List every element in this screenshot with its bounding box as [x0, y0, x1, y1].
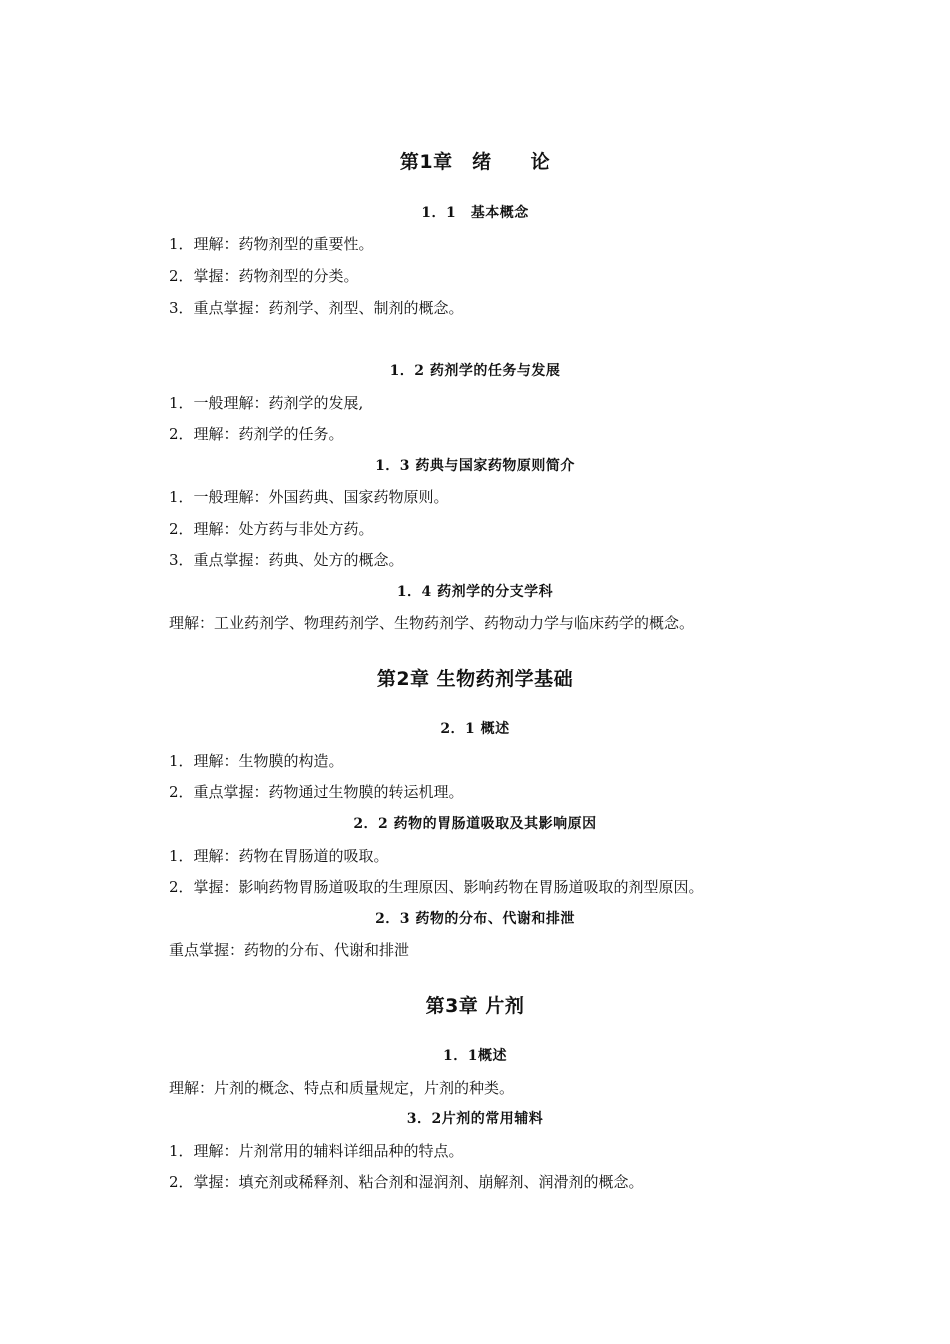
list-item: 2．理解：处方药与非处方药。 — [169, 520, 374, 538]
list-item: 理解：片剂的概念、特点和质量规定，片剂的种类。 — [169, 1079, 515, 1097]
list-item: 1．一般理解：药剂学的发展, — [169, 394, 364, 412]
list-item: 2．掌握：药物剂型的分类。 — [169, 267, 359, 285]
section-title: 3．2片剂的常用辅料 — [406, 1111, 544, 1127]
section-title: 1．1概述 — [443, 1048, 507, 1064]
chapter-title: 第1章 绪 论 — [399, 151, 551, 173]
list-item: 1．一般理解：外国药典、国家药物原则。 — [169, 488, 449, 506]
list-item: 3．重点掌握：药剂学、剂型、制剂的概念。 — [169, 299, 464, 317]
section-title: 2．3 药物的分布、代谢和排泄 — [375, 911, 575, 927]
list-item: 理解：工业药剂学、物理药剂学、生物药剂学、药物动力学与临床药学的概念。 — [169, 614, 695, 632]
section-title: 2．2 药物的胃肠道吸取及其影响原因 — [353, 816, 597, 832]
list-item: 1．理解：药物剂型的重要性。 — [169, 235, 374, 253]
list-item: 2．理解：药剂学的任务。 — [169, 425, 344, 443]
chapter-title: 第2章 生物药剂学基础 — [376, 668, 574, 690]
list-item: 3．重点掌握：药典、处方的概念。 — [169, 551, 404, 569]
list-item: 2．重点掌握：药物通过生物膜的转运机理。 — [169, 783, 464, 801]
list-item: 2．掌握：填充剂或稀释剂、粘合剂和湿润剂、崩解剂、润滑剂的概念。 — [169, 1173, 644, 1191]
list-item: 1．理解：药物在胃肠道的吸取。 — [169, 847, 389, 865]
section-title: 2．1 概述 — [440, 721, 510, 737]
list-item: 1．理解：片剂常用的辅料详细品种的特点。 — [169, 1142, 464, 1160]
section-title: 1．3 药典与国家药物原则简介 — [375, 458, 575, 474]
section-title: 1．4 药剂学的分支学科 — [396, 584, 554, 600]
list-item: 1．理解：生物膜的构造。 — [169, 752, 344, 770]
section-title: 1．2 药剂学的任务与发展 — [389, 363, 561, 379]
list-item: 2．掌握：影响药物胃肠道吸取的生理原因、影响药物在胃肠道吸取的剂型原因。 — [169, 878, 704, 896]
chapter-title: 第3章 片剂 — [425, 995, 525, 1017]
list-item: 重点掌握：药物的分布、代谢和排泄 — [169, 941, 410, 959]
section-title: 1．1 基本概念 — [421, 205, 529, 221]
